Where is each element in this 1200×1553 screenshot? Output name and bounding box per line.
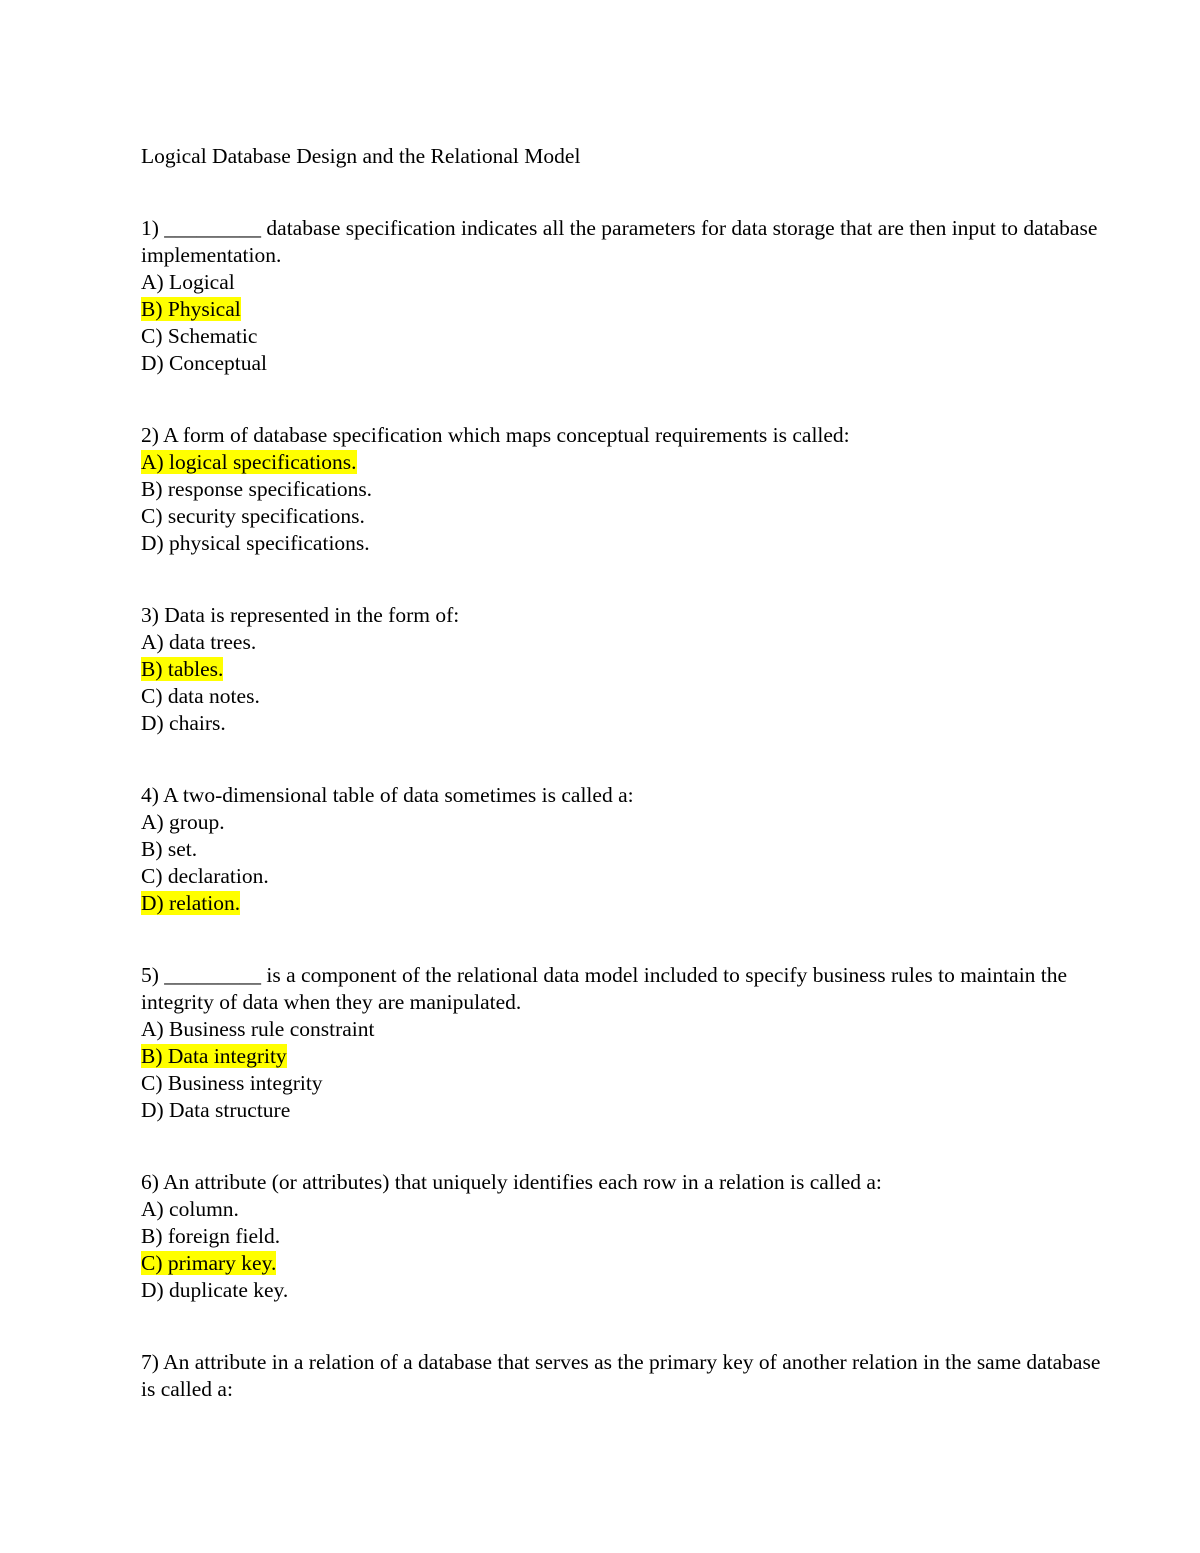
option-d: D) duplicate key. bbox=[141, 1278, 289, 1302]
option-c: C) security specifications. bbox=[141, 504, 365, 528]
option-d: D) physical specifications. bbox=[141, 531, 370, 555]
answer-highlight: B) Physical bbox=[141, 297, 241, 321]
option-a bbox=[141, 449, 1101, 476]
question-4 bbox=[141, 782, 1101, 917]
option-a: A) Logical bbox=[141, 270, 235, 294]
option-c bbox=[141, 1250, 1101, 1277]
option-b bbox=[141, 656, 1101, 683]
option-c: C) Schematic bbox=[141, 324, 258, 348]
option-d: D) chairs. bbox=[141, 711, 226, 735]
question-text: 6) An attribute (or attributes) that uniquely identifies each row in a relation is called a: bbox=[141, 1170, 882, 1194]
option-c: C) Business integrity bbox=[141, 1071, 323, 1095]
option-d: D) Conceptual bbox=[141, 351, 267, 375]
answer-highlight: B) Data integrity bbox=[141, 1044, 287, 1068]
question-text: 1) _________ database specification indicates all the parameters for data storage that are then input to database implementation. bbox=[141, 216, 1103, 267]
option-c: C) data notes. bbox=[141, 684, 260, 708]
question-text: 2) A form of database specification which maps conceptual requirements is called: bbox=[141, 423, 850, 447]
option-b bbox=[141, 296, 1101, 323]
answer-highlight: B) tables. bbox=[141, 657, 224, 681]
question-3 bbox=[141, 602, 1101, 737]
option-b: B) set. bbox=[141, 837, 198, 861]
option-a: A) column. bbox=[141, 1197, 239, 1221]
option-a: A) group. bbox=[141, 810, 225, 834]
answer-highlight: D) relation. bbox=[141, 891, 241, 915]
question-text: 3) Data is represented in the form of: bbox=[141, 603, 460, 627]
question-7 bbox=[141, 1349, 1106, 1403]
question-text: 4) A two-dimensional table of data sometimes is called a: bbox=[141, 783, 634, 807]
option-d: D) Data structure bbox=[141, 1098, 291, 1122]
document-title: Logical Database Design and the Relational Model bbox=[141, 144, 581, 168]
option-b bbox=[141, 1043, 1101, 1070]
option-a: A) Business rule constraint bbox=[141, 1017, 375, 1041]
option-d bbox=[141, 890, 1101, 917]
option-a: A) data trees. bbox=[141, 630, 257, 654]
question-5 bbox=[141, 962, 1101, 1124]
question-2 bbox=[141, 422, 1101, 557]
answer-highlight: C) primary key. bbox=[141, 1251, 277, 1275]
option-b: B) response specifications. bbox=[141, 477, 373, 501]
answer-highlight: A) logical specifications. bbox=[141, 450, 357, 474]
document-page bbox=[141, 143, 1106, 1448]
question-1 bbox=[141, 215, 1101, 377]
question-text: 7) An attribute in a relation of a database that serves as the primary key of another relation in the same database is called a: bbox=[141, 1350, 1106, 1401]
option-b: B) foreign field. bbox=[141, 1224, 281, 1248]
question-text: 5) _________ is a component of the relational data model included to specify business rules to maintain the integrity of data when they are manipulated. bbox=[141, 963, 1073, 1014]
question-6 bbox=[141, 1169, 1101, 1304]
option-c: C) declaration. bbox=[141, 864, 269, 888]
